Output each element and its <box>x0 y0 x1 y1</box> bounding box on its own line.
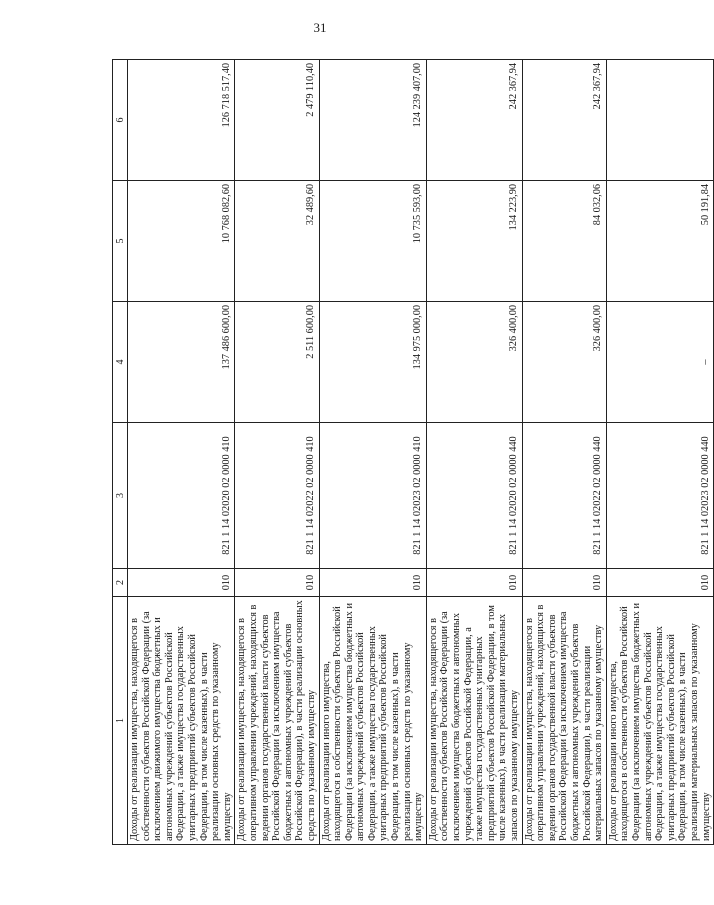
row-name: Доходы от реализации имущества, находящегося в собственности субъектов Российской Федерации (за исключением имущества бюджетных и автономных учреждений субъектов Российской Федерации, а также имущества государственных унитарных предприятий субъектов Российской Федерации, в том числе казенных), в части реализации материальных запасов по указанному имуществу <box>426 597 522 845</box>
row-col5: 10 735 593,00 <box>319 181 426 302</box>
row-code: 010 <box>522 569 606 597</box>
table-row <box>235 60 319 845</box>
row-code: 010 <box>235 569 319 597</box>
table-header-row <box>113 60 128 845</box>
row-col6: 242 367,94 <box>522 60 606 181</box>
table-row <box>606 60 713 845</box>
row-col6 <box>606 60 713 181</box>
row-col4: – <box>606 302 713 423</box>
row-kbk: 821 1 14 02020 02 0000 440 <box>426 423 522 569</box>
header-cell: 2 <box>113 569 128 597</box>
row-col5: 32 489,60 <box>235 181 319 302</box>
table-row <box>426 60 522 845</box>
rotated-table-wrapper <box>112 60 712 845</box>
row-col4: 134 975 000,00 <box>319 302 426 423</box>
row-name: Доходы от реализации имущества, находящегося в собственности субъектов Российской Федерации (за исключением движимого имущества бюджетных и автономных учреждений субъектов Российской Федерации, а также имущества государственных унитарных предприятий субъектов Российской Федерации, в том числе казенных), в части реализации основных средств по указанному имуществу <box>128 597 235 845</box>
row-name: Доходы от реализации имущества, находящегося в оперативном управлении учреждений, находящихся в ведении органов государственной власти субъектов Российской Федерации (за исключением имущества бюджетных и автономных учреждений субъектов Российской Федерации), в части реализации основных средств по указанному имуществу <box>235 597 319 845</box>
row-code: 010 <box>319 569 426 597</box>
row-kbk: 821 1 14 02022 02 0000 440 <box>522 423 606 569</box>
header-cell: 6 <box>113 60 128 181</box>
row-col4: 326 400,00 <box>522 302 606 423</box>
row-kbk: 821 1 14 02023 02 0000 410 <box>319 423 426 569</box>
row-code: 010 <box>128 569 235 597</box>
row-kbk: 821 1 14 02023 02 0000 440 <box>606 423 713 569</box>
row-col6: 126 718 517,40 <box>128 60 235 181</box>
row-col4: 2 511 600,00 <box>235 302 319 423</box>
row-col4: 137 486 600,00 <box>128 302 235 423</box>
income-table <box>112 59 714 845</box>
row-col4: 326 400,00 <box>426 302 522 423</box>
header-cell: 1 <box>113 597 128 845</box>
row-col6: 2 479 110,40 <box>235 60 319 181</box>
row-kbk: 821 1 14 02020 02 0000 410 <box>128 423 235 569</box>
row-code: 010 <box>426 569 522 597</box>
table-row <box>319 60 426 845</box>
row-name: Доходы от реализации имущества, находящегося в оперативном управлении учреждений, находящихся в ведении органов государственной власти субъектов Российской Федерации (за исключением имущества бюджетных и автономных учреждений субъектов Российской Федерации), в части реализации материальных запасов по указанному имуществу <box>522 597 606 845</box>
row-col5: 134 223,90 <box>426 181 522 302</box>
row-code: 010 <box>606 569 713 597</box>
table-row <box>522 60 606 845</box>
row-col6: 242 367,94 <box>426 60 522 181</box>
row-name: Доходы от реализации иного имущества, находящегося в собственности субъектов Российской Федерации (за исключением имущества бюджетных и автономных учреждений субъектов Российской Федерации, а также имущества государственных унитарных предприятий субъектов Российской Федерации, в том числе казенных), в части реализации материальных запасов по указанному имуществу <box>606 597 713 845</box>
row-col5: 84 032,06 <box>522 181 606 302</box>
header-cell: 3 <box>113 423 128 569</box>
header-cell: 4 <box>113 302 128 423</box>
row-col5: 50 191,84 <box>606 181 713 302</box>
row-col6: 124 239 407,00 <box>319 60 426 181</box>
header-cell: 5 <box>113 181 128 302</box>
rotated-table-area <box>112 60 712 845</box>
row-name: Доходы от реализации иного имущества, находящегося в собственности субъектов Российской Федерации (за исключением имущества бюджетных и автономных учреждений субъектов Российской Федерации, а также имущества государственных унитарных предприятий субъектов Российской Федерации, в том числе казенных), в части реализации основных средств по указанному имуществу <box>319 597 426 845</box>
page-number: 31 <box>313 20 327 35</box>
row-col5: 10 768 082,60 <box>128 181 235 302</box>
table-row <box>128 60 235 845</box>
row-kbk: 821 1 14 02022 02 0000 410 <box>235 423 319 569</box>
